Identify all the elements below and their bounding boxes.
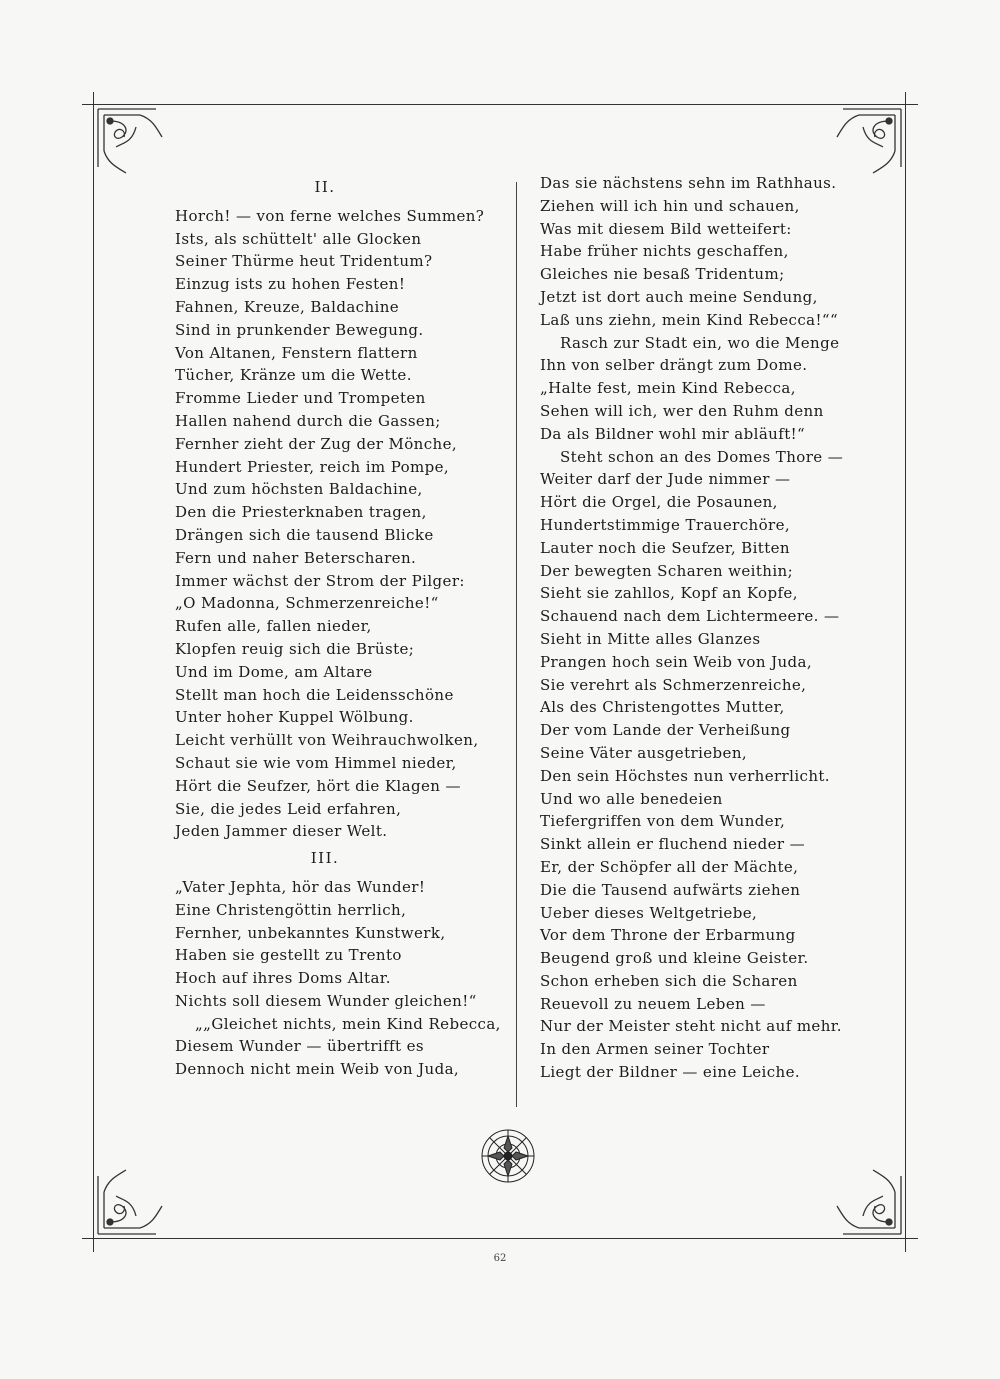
verse-line: Sieht sie zahllos, Kopf an Kopfe, [540,584,798,603]
verse-line: Der bewegten Scharen weithin; [540,561,794,580]
verse-line: Den die Priesterknaben tragen, [175,503,427,522]
verse-line: „Halte fest, mein Kind Rebecca, [540,379,796,398]
page-number: 62 [493,1253,507,1264]
verse-line: Prangen hoch sein Weib von Juda, [540,652,813,671]
verse-line: Von Altanen, Fenstern flattern [175,343,418,362]
verse-line: Und zum höchsten Baldachine, [175,480,423,499]
verse-line: Und wo alle benedeien [540,789,723,808]
verse-line: Was mit diesem Bild wetteifert: [540,219,792,238]
verse-line: Habe früher nichts geschaffen, [540,242,789,261]
verse-line: Sieht in Mitte alles Glanzes [540,629,761,648]
verse-line: Nichts soll diesem Wunder gleichen!“ [175,991,477,1010]
verse-line: Einzug ists zu hohen Festen! [175,275,406,294]
verse-line: Hört die Orgel, die Posaunen, [540,493,778,512]
verse-line: „Vater Jephta, hör das Wunder! [175,877,426,896]
verse-line: Gleiches nie besaß Tridentum; [540,265,785,284]
verse-line: Lauter noch die Seufzer, Bitten [540,538,790,557]
verse-line: Fahnen, Kreuze, Baldachine [175,297,400,316]
verse-line: Seine Väter ausgetrieben, [540,743,748,762]
verse-line: Nur der Meister steht nicht auf mehr. [540,1017,842,1036]
verse-line: Er, der Schöpfer all der Mächte, [540,857,799,876]
verse-line: Fern und naher Beterscharen. [175,548,417,567]
verse-line: Tücher, Kränze um die Wette. [175,366,412,385]
verse-line: Der vom Lande der Verheißung [540,721,791,740]
verse-line: Vor dem Throne der Erbarmung [540,926,796,945]
verse-line: Drängen sich die tausend Blicke [175,525,434,544]
verse-line: Als des Christengottes Mutter, [540,698,785,717]
frame-top-line [82,104,918,105]
verse-line: Unter hoher Kuppel Wölbung. [175,708,414,727]
verse-line: Die die Tausend aufwärts ziehen [540,880,801,899]
verse-line: In den Armen seiner Tochter [540,1040,770,1059]
verse-line: Laß uns ziehn, mein Kind Rebecca!““ [540,310,839,329]
verse-line: Ists, als schüttelt' alle Glocken [175,229,422,248]
verse-line: Den sein Höchstes nun verherrlicht. [540,766,830,785]
rosette-ornament-icon [480,1128,536,1184]
verse-line: Diesem Wunder — übertrifft es [175,1037,424,1056]
corner-ornament-icon [833,107,903,177]
verse-line: Sind in prunkender Bewegung. [175,320,424,339]
frame-left-line [93,92,94,1252]
verse-line: Hoch auf ihres Doms Altar. [175,969,391,988]
verse-line: Klopfen reuig sich die Brüste; [175,639,415,658]
verse-line: Tiefergriffen von dem Wunder, [540,812,786,831]
verse-line: Stellt man hoch die Leidensschöne [175,685,454,704]
verse-line: Ueber dieses Weltgetriebe, [540,903,758,922]
verse-line: Sie, die jedes Leid erfahren, [175,799,402,818]
verse-line: Haben sie gestellt zu Trento [175,946,402,965]
verse-line: Jeden Jammer dieser Welt. [175,822,388,841]
verse-line: Seiner Thürme heut Tridentum? [175,252,433,271]
verse-line: Sinkt allein er fluchend nieder — [540,835,806,854]
verse-line: Liegt der Bildner — eine Leiche. [540,1063,801,1082]
verse-line: Eine Christengöttin herrlich, [175,900,407,919]
verse-line: Schaut sie wie vom Himmel nieder, [175,753,457,772]
corner-ornament-icon [833,1166,903,1236]
verse-line: Rasch zur Stadt ein, wo die Menge [560,333,840,352]
verse-line: Hallen nahend durch die Gassen; [175,411,441,430]
verse-line: Fernher, unbekanntes Kunstwerk, [175,923,446,942]
frame-right-line [905,92,906,1252]
verse-line: Schon erheben sich die Scharen [540,971,798,990]
verse-line: Leicht verhüllt von Weihrauchwolken, [175,731,479,750]
verse-line: Immer wächst der Strom der Pilger: [175,571,465,590]
verse-line: Rufen alle, fallen nieder, [175,617,372,636]
corner-ornament-icon [96,107,166,177]
frame-bottom-line [82,1238,918,1239]
verse-line: Horch! — von ferne welches Summen? [175,206,485,225]
column-divider [516,182,517,1107]
verse-line: Sehen will ich, wer den Ruhm denn [540,401,824,420]
verse-line: Sie verehrt als Schmerzenreiche, [540,675,807,694]
verse-line: Hundert Priester, reich im Pompe, [175,457,450,476]
verse-line: Ziehen will ich hin und schauen, [540,196,800,215]
corner-ornament-icon [96,1166,166,1236]
verse-line: Jetzt ist dort auch meine Sendung, [540,287,818,306]
verse-line: Dennoch nicht mein Weib von Juda, [175,1060,460,1079]
verse-line: „O Madonna, Schmerzenreiche!“ [175,594,439,613]
verse-line: Schauend nach dem Lichtermeere. — [540,607,840,626]
verse-line: Hundertstimmige Trauerchöre, [540,515,791,534]
verse-line: Reuevoll zu neuem Leben — [540,994,766,1013]
verse-line: Beugend groß und kleine Geister. [540,949,809,968]
section-heading: III. [310,849,340,868]
verse-line: Da als Bildner wohl mir abläuft!“ [540,424,806,443]
verse-line: Hört die Seufzer, hört die Klagen — [175,776,461,795]
verse-line: Das sie nächstens sehn im Rathhaus. [540,174,837,192]
verse-line: Fernher zieht der Zug der Mönche, [175,434,458,453]
verse-line: Und im Dome, am Altare [175,662,373,681]
verse-line: Weiter darf der Jude nimmer — [540,470,791,489]
verse-line: Fromme Lieder und Trompeten [175,389,426,408]
left-text-column [175,172,501,1081]
verse-line: Steht schon an des Domes Thore — [560,447,844,466]
verse-line: „„Gleichet nichts, mein Kind Rebecca, [195,1014,501,1033]
section-heading: II. [314,178,336,196]
right-text-column [540,172,844,1084]
verse-line: Ihn von selber drängt zum Dome. [540,356,808,375]
